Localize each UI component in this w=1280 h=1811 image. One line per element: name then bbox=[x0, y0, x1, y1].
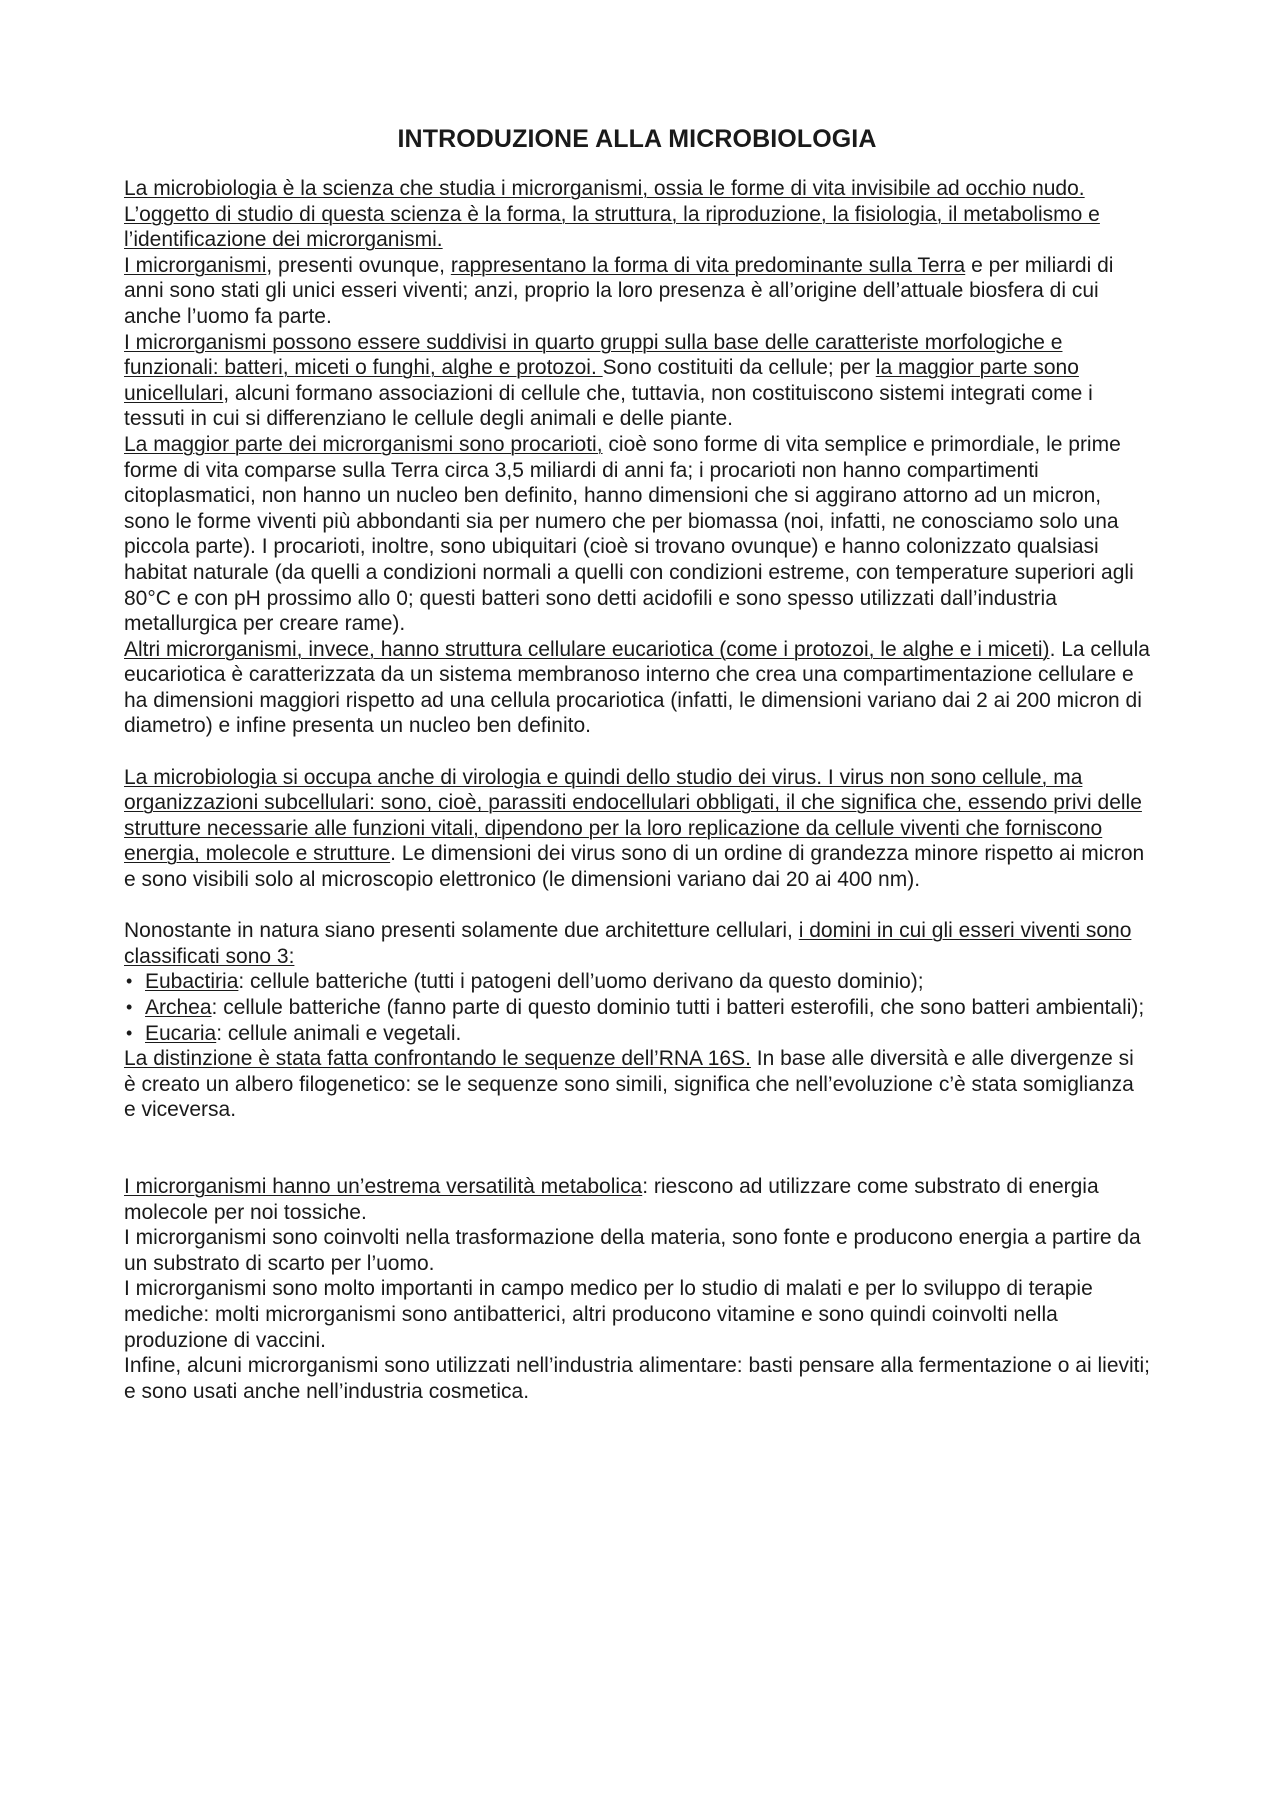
underlined-text: La maggior parte dei microrganismi sono procarioti, bbox=[124, 432, 603, 456]
plain-text: Sono costituiti da cellule; per bbox=[602, 356, 876, 380]
paragraph-groups bbox=[124, 330, 1150, 432]
underlined-text: I microrganismi bbox=[124, 253, 267, 277]
paragraph-medical: I microrganismi sono molto importanti in campo medico per lo studio di malati e per lo sviluppo di terapie mediche: molti microrganismi sono antibatterici, altri producono vitamine e sono quindi coinvolti nella produzione di vaccini. bbox=[124, 1277, 1093, 1352]
list-item-eubactiria bbox=[124, 969, 1150, 995]
paragraph-domains-intro bbox=[124, 918, 1150, 969]
underlined-text: I microrganismi hanno un’estrema versatilità metabolica bbox=[124, 1174, 643, 1198]
domain-name: Archea bbox=[145, 996, 212, 1019]
plain-text: : riescono ad utilizzare come substrato di energia molecole per noi tossiche. bbox=[124, 1174, 1099, 1224]
underlined-text: La microbiologia è la scienza che studia i microrganismi, ossia le forme di vita invisibile ad occhio nudo. L’oggetto di studio di questa scienza è la forma, la struttura, la riproduzione, la fisiologia, il metabolismo e l’identificazione dei microrganismi. bbox=[124, 177, 1100, 252]
plain-text: In base alle diversità e alle divergenze si è creato un albero filogenetico: se le sequenze sono simili, significa che nell’evoluzione c’è stata somiglianza e viceversa. bbox=[124, 1047, 1134, 1122]
paragraph-versatility bbox=[124, 1174, 1150, 1225]
plain-text: cioè sono forme di vita semplice e primordiale, le prime forme di vita comparse sulla Terra circa 3,5 miliardi di anni fa; i procarioti non hanno compartimenti citoplasmatici, non hanno un nucleo ben definito, hanno dimensioni che si aggirano attorno ad un micron, sono le forme viventi più abbondanti sia per numero che per biomassa (noi, infatti, ne conosciamo solo una piccola parte). I procarioti, inoltre, sono ubiquitari (cioè si trovano ovunque) e hanno colonizzato qualsiasi habitat naturale (da quelli a condizioni normali a quelli con condizioni estreme, con temperature superiori agli 80°C e con pH prossimo allo 0; questi batteri sono detti acidofili e sono spesso utilizzati dall’industria metallurgica per creare rame). bbox=[124, 432, 1134, 636]
bullet-icon: • bbox=[126, 1022, 133, 1043]
bullet-icon: • bbox=[126, 971, 133, 992]
underlined-text: Altri microrganismi, invece, hanno struttura cellulare eucariotica (come i protozoi, le alghe e i miceti) bbox=[124, 637, 1050, 661]
underlined-text: la maggior parte sono unicellulari bbox=[124, 356, 1079, 405]
paragraph-presence bbox=[124, 253, 1150, 330]
document-title: INTRODUZIONE ALLA MICROBIOLOGIA bbox=[397, 125, 877, 153]
paragraph-spacer bbox=[124, 739, 1150, 765]
paragraph-spacer bbox=[124, 1123, 1150, 1174]
plain-text: . Le dimensioni dei virus sono di un ordine di grandezza minore rispetto ai micron e sono visibili solo al microscopio elettronico (le dimensioni variano dai 20 ai 400 nm). bbox=[124, 842, 1145, 892]
list-item-eucaria bbox=[124, 1021, 1150, 1047]
paragraph-industry: Infine, alcuni microrganismi sono utilizzati nell’industria alimentare: basti pensare alla fermentazione o ai lieviti; e sono usati anche nell’industria cosmetica. bbox=[124, 1354, 1150, 1403]
underlined-text: rappresentano la forma di vita predominante sulla Terra bbox=[450, 253, 966, 277]
paragraph-virology bbox=[124, 765, 1150, 893]
plain-text: Nonostante in natura siano presenti solamente due architetture cellulari, bbox=[124, 919, 799, 943]
bullet-icon: • bbox=[126, 997, 133, 1017]
domain-description: : cellule batteriche (fanno parte di questo dominio tutti i batteri esterofili, che sono batteri ambientali); bbox=[211, 996, 1145, 1019]
domain-name: Eucaria bbox=[145, 1021, 217, 1045]
domains-list bbox=[124, 969, 1150, 1046]
paragraph-prokaryotes bbox=[124, 432, 1150, 637]
domain-description: : cellule batteriche (tutti i patogeni dell’uomo derivano da questo dominio); bbox=[238, 970, 924, 994]
plain-text: e per miliardi di anni sono stati gli unici esseri viventi; anzi, proprio la loro presenza è all’origine dell’attuale biosfera di cui anche l’uomo fa parte. bbox=[124, 253, 1114, 328]
underlined-text: i domini in cui gli esseri viventi sono classificati sono 3: bbox=[124, 919, 1132, 968]
paragraph-spacer bbox=[124, 893, 1150, 919]
plain-text: , alcuni formano associazioni di cellule che, tuttavia, non costituiscono sistemi integrati come i tessuti in cui si differenziano le cellule degli animali e delle piante. bbox=[124, 381, 1093, 431]
plain-text: , presenti ovunque, bbox=[266, 253, 451, 277]
underlined-text: La microbiologia si occupa anche di virologia e quindi dello studio dei virus. I virus non sono cellule, ma organizzazioni subcellulari: sono, cioè, parassiti endocellulari obbligati, il che significa che, essendo privi delle strutture necessarie alle funzioni vitali, dipendono per la loro replicazione da cellule viventi che forniscono energia, molecole e strutture bbox=[124, 765, 1142, 866]
paragraph-definition bbox=[124, 176, 1150, 253]
underlined-text: La distinzione è stata fatta confrontando le sequenze dell’RNA 16S. bbox=[124, 1047, 751, 1071]
paragraph-rna-16s bbox=[124, 1046, 1150, 1123]
underlined-text: I microrganismi possono essere suddivisi in quarto gruppi sulla base delle caratteriste morfologiche e funzionali: batteri, miceti o funghi, alghe e protozoi. bbox=[124, 330, 1063, 380]
list-item-archea bbox=[124, 995, 1150, 1021]
plain-text: . La cellula eucariotica è caratterizzata da un sistema membranoso interno che crea una compartimentazione cellulare e ha dimensioni maggiori rispetto ad una cellula procariotica (infatti, le dimensioni variano dai 2 ai 200 micron di diametro) e infine presenta un nucleo ben definito. bbox=[124, 637, 1150, 738]
paragraph-energy: I microrganismi sono coinvolti nella trasformazione della materia, sono fonte e producono energia a partire da un substrato di scarto per l’uomo. bbox=[124, 1226, 1141, 1275]
domain-name: Eubactiria bbox=[145, 970, 239, 994]
domain-description: : cellule animali e vegetali. bbox=[216, 1021, 462, 1045]
paragraph-eukaryotes bbox=[124, 637, 1150, 739]
